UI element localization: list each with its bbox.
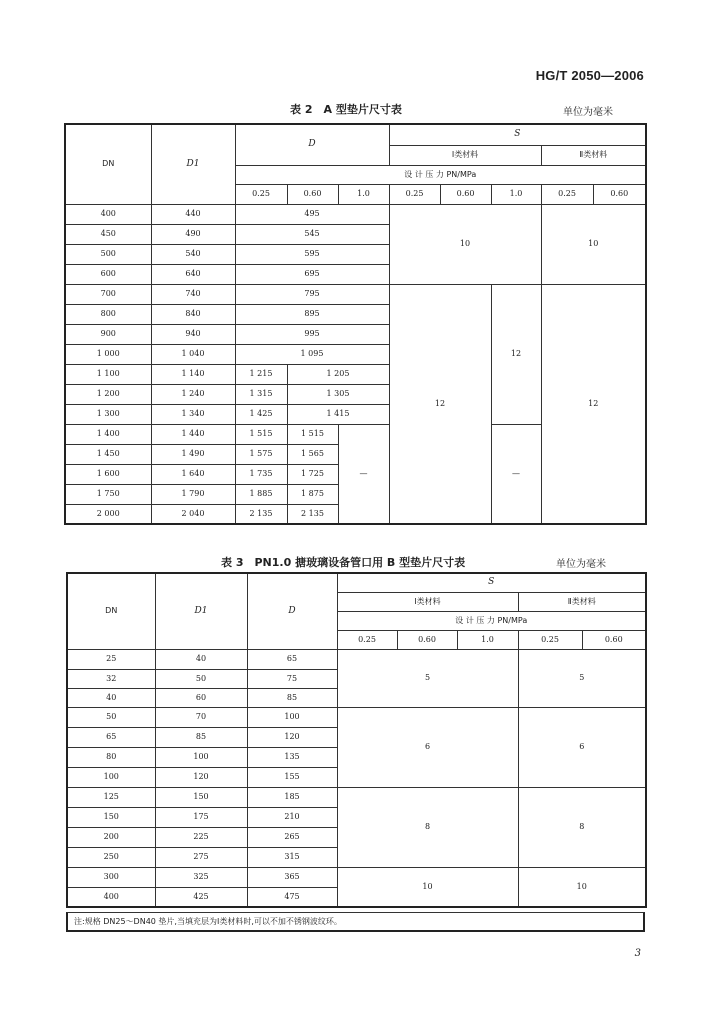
table3-note: 注:规格 DN25～DN40 垫片,当填充层为Ⅰ类材料时,可以不加不锈钢波纹环。: [66, 912, 645, 932]
t2-d1: 640: [151, 264, 235, 284]
t3-d1: 85: [155, 727, 247, 747]
t2-d-025: 1 515: [235, 424, 287, 444]
t2-s-mat2-bottom: 12: [541, 284, 646, 524]
t3-d: 120: [247, 727, 337, 747]
t2-dn: 400: [65, 204, 151, 224]
t3-dn: 250: [67, 847, 155, 867]
t3-p-s2: 0.25: [518, 630, 582, 649]
t3-dn: 100: [67, 767, 155, 787]
t3-header-d: D: [247, 573, 337, 649]
table2: [64, 123, 647, 525]
t3-d1: 100: [155, 747, 247, 767]
t3-dn: 65: [67, 727, 155, 747]
table3-caption: 表 3 PN1.0 搪玻璃设备管口用 B 型垫片尺寸表: [221, 556, 466, 569]
t2-s-mat1-10-mid: 12: [491, 284, 541, 424]
t2-d1: 490: [151, 224, 235, 244]
t3-d1: 150: [155, 787, 247, 807]
t2-p-d: 0.60: [287, 184, 338, 204]
t3-dn: 32: [67, 669, 155, 688]
t3-s-mat2: 5: [518, 649, 646, 707]
t2-d-025: 1 315: [235, 384, 287, 404]
table3-unit: 单位为毫米: [556, 559, 606, 570]
t3-dn: 150: [67, 807, 155, 827]
t3-dn: 200: [67, 827, 155, 847]
t2-header-d: D: [235, 124, 389, 165]
t3-d: 365: [247, 867, 337, 887]
t2-p-s1: 1.0: [491, 184, 541, 204]
t3-s-mat1: 5: [337, 649, 518, 707]
t2-d1: 2 040: [151, 504, 235, 524]
t2-d-025: 1 575: [235, 444, 287, 464]
t3-p-s2: 0.60: [582, 630, 646, 649]
t2-d1: 1 140: [151, 364, 235, 384]
t2-p-s1: 0.60: [440, 184, 491, 204]
t2-d-025: 1 425: [235, 404, 287, 424]
t3-dn: 300: [67, 867, 155, 887]
t2-d: 695: [235, 264, 389, 284]
t2-d1: 1 240: [151, 384, 235, 404]
t3-dn: 50: [67, 707, 155, 727]
t3-d: 210: [247, 807, 337, 827]
t2-d: 495: [235, 204, 389, 224]
t3-s-mat2: 8: [518, 787, 646, 867]
t2-dn: 600: [65, 264, 151, 284]
t2-dn: 2 000: [65, 504, 151, 524]
t3-dn: 125: [67, 787, 155, 807]
t2-d1: 840: [151, 304, 235, 324]
t2-d1: 540: [151, 244, 235, 264]
t2-d1: 940: [151, 324, 235, 344]
t3-d1: 275: [155, 847, 247, 867]
t2-d-025: 1 885: [235, 484, 287, 504]
t2-p-s2: 0.60: [593, 184, 646, 204]
t2-d1: 740: [151, 284, 235, 304]
t3-s-mat1: 6: [337, 707, 518, 787]
t3-d1: 60: [155, 688, 247, 707]
t3-d: 65: [247, 649, 337, 669]
t2-dn: 1 450: [65, 444, 151, 464]
t3-d1: 225: [155, 827, 247, 847]
t2-header-s: S: [389, 124, 646, 145]
t2-dn: 1 200: [65, 384, 151, 404]
page-number: 3: [634, 948, 641, 959]
t3-d: 155: [247, 767, 337, 787]
t2-d: 1 095: [235, 344, 389, 364]
t2-header-dn: DN: [65, 124, 151, 204]
t2-dn: 1 100: [65, 364, 151, 384]
t3-d1: 425: [155, 887, 247, 907]
t2-dn: 1 000: [65, 344, 151, 364]
t2-p-d: 0.25: [235, 184, 287, 204]
t3-s-mat2: 6: [518, 707, 646, 787]
t2-d: 795: [235, 284, 389, 304]
table3: [66, 572, 647, 908]
t2-d: 595: [235, 244, 389, 264]
t2-p-s1: 0.25: [389, 184, 440, 204]
t2-dn: 900: [65, 324, 151, 344]
standard-code: HG/T 2050—2006: [535, 68, 644, 83]
t3-dn: 80: [67, 747, 155, 767]
t2-d-060: 1 565: [287, 444, 338, 464]
t3-d: 100: [247, 707, 337, 727]
t3-s-mat2: 10: [518, 867, 646, 907]
t2-d-10-dash: —: [338, 424, 389, 524]
t2-dn: 1 750: [65, 484, 151, 504]
t2-dn: 700: [65, 284, 151, 304]
table2-unit: 单位为毫米: [563, 107, 613, 118]
t2-d-060: 1 875: [287, 484, 338, 504]
t2-s-mat1-10-dash: —: [491, 424, 541, 524]
t2-d-060: 1 515: [287, 424, 338, 444]
t2-s-mat1-bottom: 12: [389, 284, 491, 524]
t2-dn: 1 400: [65, 424, 151, 444]
t2-d-060: 2 135: [287, 504, 338, 524]
t3-d1: 50: [155, 669, 247, 688]
t2-d-060-10: 1 305: [287, 384, 389, 404]
t3-dn: 400: [67, 887, 155, 907]
t3-header-mat1: Ⅰ类材料: [337, 592, 518, 611]
t3-d: 135: [247, 747, 337, 767]
t3-s-mat1: 10: [337, 867, 518, 907]
t2-dn: 500: [65, 244, 151, 264]
t2-d-025: 1 735: [235, 464, 287, 484]
t3-d: 265: [247, 827, 337, 847]
t2-d1: 1 490: [151, 444, 235, 464]
t2-d1: 1 440: [151, 424, 235, 444]
t2-p-d: 1.0: [338, 184, 389, 204]
t3-header-s: S: [337, 573, 646, 592]
t3-p-s1: 0.60: [397, 630, 457, 649]
t2-p-s2: 0.25: [541, 184, 593, 204]
t2-dn: 800: [65, 304, 151, 324]
t3-header-mat2: Ⅱ类材料: [518, 592, 646, 611]
t2-d1: 1 790: [151, 484, 235, 504]
t3-d1: 120: [155, 767, 247, 787]
t2-dn: 1 300: [65, 404, 151, 424]
t2-dn: 1 600: [65, 464, 151, 484]
t2-d1: 1 640: [151, 464, 235, 484]
t3-d: 315: [247, 847, 337, 867]
t3-header-dn: DN: [67, 573, 155, 649]
t2-d: 995: [235, 324, 389, 344]
t3-header-pressure: 设 计 压 力 PN/MPa: [337, 611, 646, 630]
t3-d: 85: [247, 688, 337, 707]
t2-header-mat1: Ⅰ类材料: [389, 145, 541, 165]
t2-header-pressure: 设 计 压 力 PN/MPa: [235, 165, 646, 184]
t3-header-d1: D1: [155, 573, 247, 649]
t2-header-d1: D1: [151, 124, 235, 204]
t2-d: 545: [235, 224, 389, 244]
t2-d1: 440: [151, 204, 235, 224]
t2-d1: 1 040: [151, 344, 235, 364]
t2-d1: 1 340: [151, 404, 235, 424]
t3-dn: 25: [67, 649, 155, 669]
t3-s-mat1: 8: [337, 787, 518, 867]
t3-d: 75: [247, 669, 337, 688]
table2-caption: 表 2 A 型垫片尺寸表: [290, 103, 402, 116]
t2-d-025: 1 215: [235, 364, 287, 384]
t2-d-060: 1 725: [287, 464, 338, 484]
t3-d1: 325: [155, 867, 247, 887]
t2-dn: 450: [65, 224, 151, 244]
t2-d-025: 2 135: [235, 504, 287, 524]
t2-d-060-10: 1 205: [287, 364, 389, 384]
t3-d1: 70: [155, 707, 247, 727]
t3-d: 185: [247, 787, 337, 807]
t2-header-mat2: Ⅱ类材料: [541, 145, 646, 165]
t2-s-mat2-top: 10: [541, 204, 646, 284]
t3-d1: 40: [155, 649, 247, 669]
t3-p-s1: 0.25: [337, 630, 397, 649]
t2-d: 895: [235, 304, 389, 324]
t3-d1: 175: [155, 807, 247, 827]
t3-p-s1: 1.0: [457, 630, 518, 649]
t2-s-mat1-top: 10: [389, 204, 541, 284]
t3-dn: 40: [67, 688, 155, 707]
t2-d-060-10: 1 415: [287, 404, 389, 424]
t3-d: 475: [247, 887, 337, 907]
